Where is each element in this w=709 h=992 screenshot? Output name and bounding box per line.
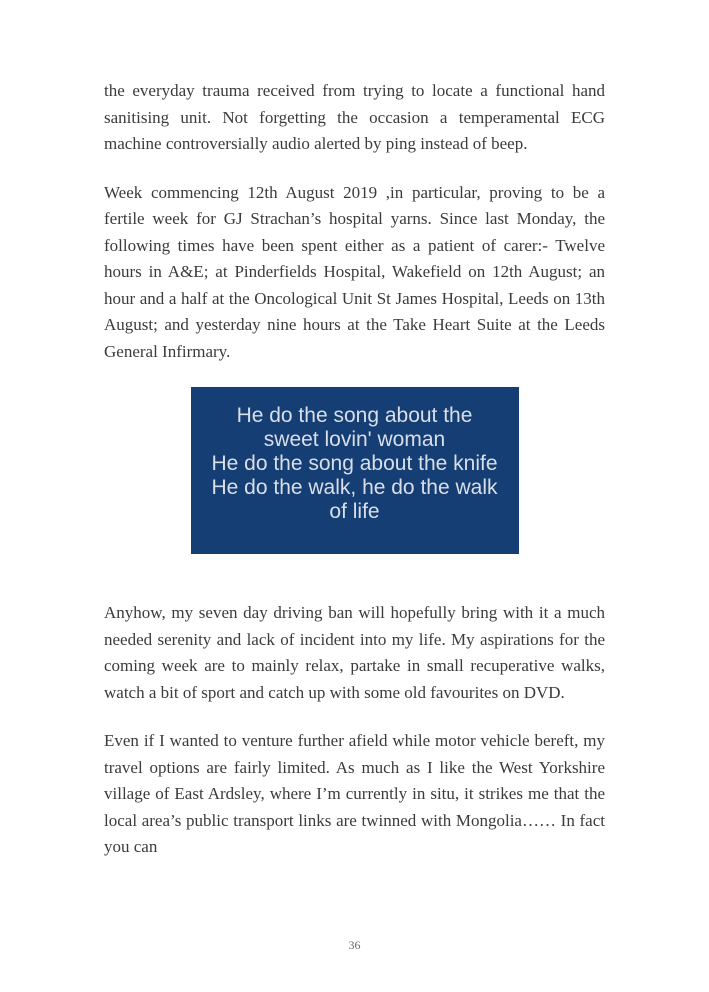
lyric-line: He do the walk, he do the walk [211, 476, 498, 499]
paragraph-travel-options: Even if I wanted to venture further afield while motor vehicle bereft, my travel options are fairly limited. As much as I like the West Yorkshire village of East Ardsley, where I’m currently in situ, it strikes me that the local area’s public transport links are twinned with Mongolia…… In fact you can [104, 731, 605, 856]
paragraph-driving-ban: Anyhow, my seven day driving ban will hopefully bring with it a much needed serenity and lack of incident into my life. My aspirations for the coming week are to mainly relax, partake in small recuperative walks, watch a bit of sport and catch up with some old favourites on DVD. [104, 603, 605, 702]
paragraph-week-commencing: Week commencing 12th August 2019 ,in particular, proving to be a fertile week for GJ Strachan’s hospital yarns. Since last Monday, the following times have been spent either as a patient of carer:- Twelve hours in A&E; at Pinderfields Hospital, Wakefield on 12th August; an hour and a half at the Oncological Unit St James Hospital, Leeds on 13th August; and yesterday nine hours at the Take Heart Suite at the Leeds General Infirmary. [104, 182, 605, 361]
lyric-line: of life [329, 500, 380, 523]
lyric-image [191, 387, 519, 554]
paragraph-trauma: the everyday trauma received from trying to locate a functional hand sanitising unit. Not forgetting the occasion a temperamental ECG machine controversially audio alerted by ping instead of beep. [104, 81, 605, 153]
lyric-line: He do the song about the knife [211, 452, 498, 475]
lyric-line: He do the song about the [236, 404, 473, 427]
page-number: 36 [348, 938, 361, 952]
lyric-line: sweet lovin' woman [263, 428, 446, 451]
